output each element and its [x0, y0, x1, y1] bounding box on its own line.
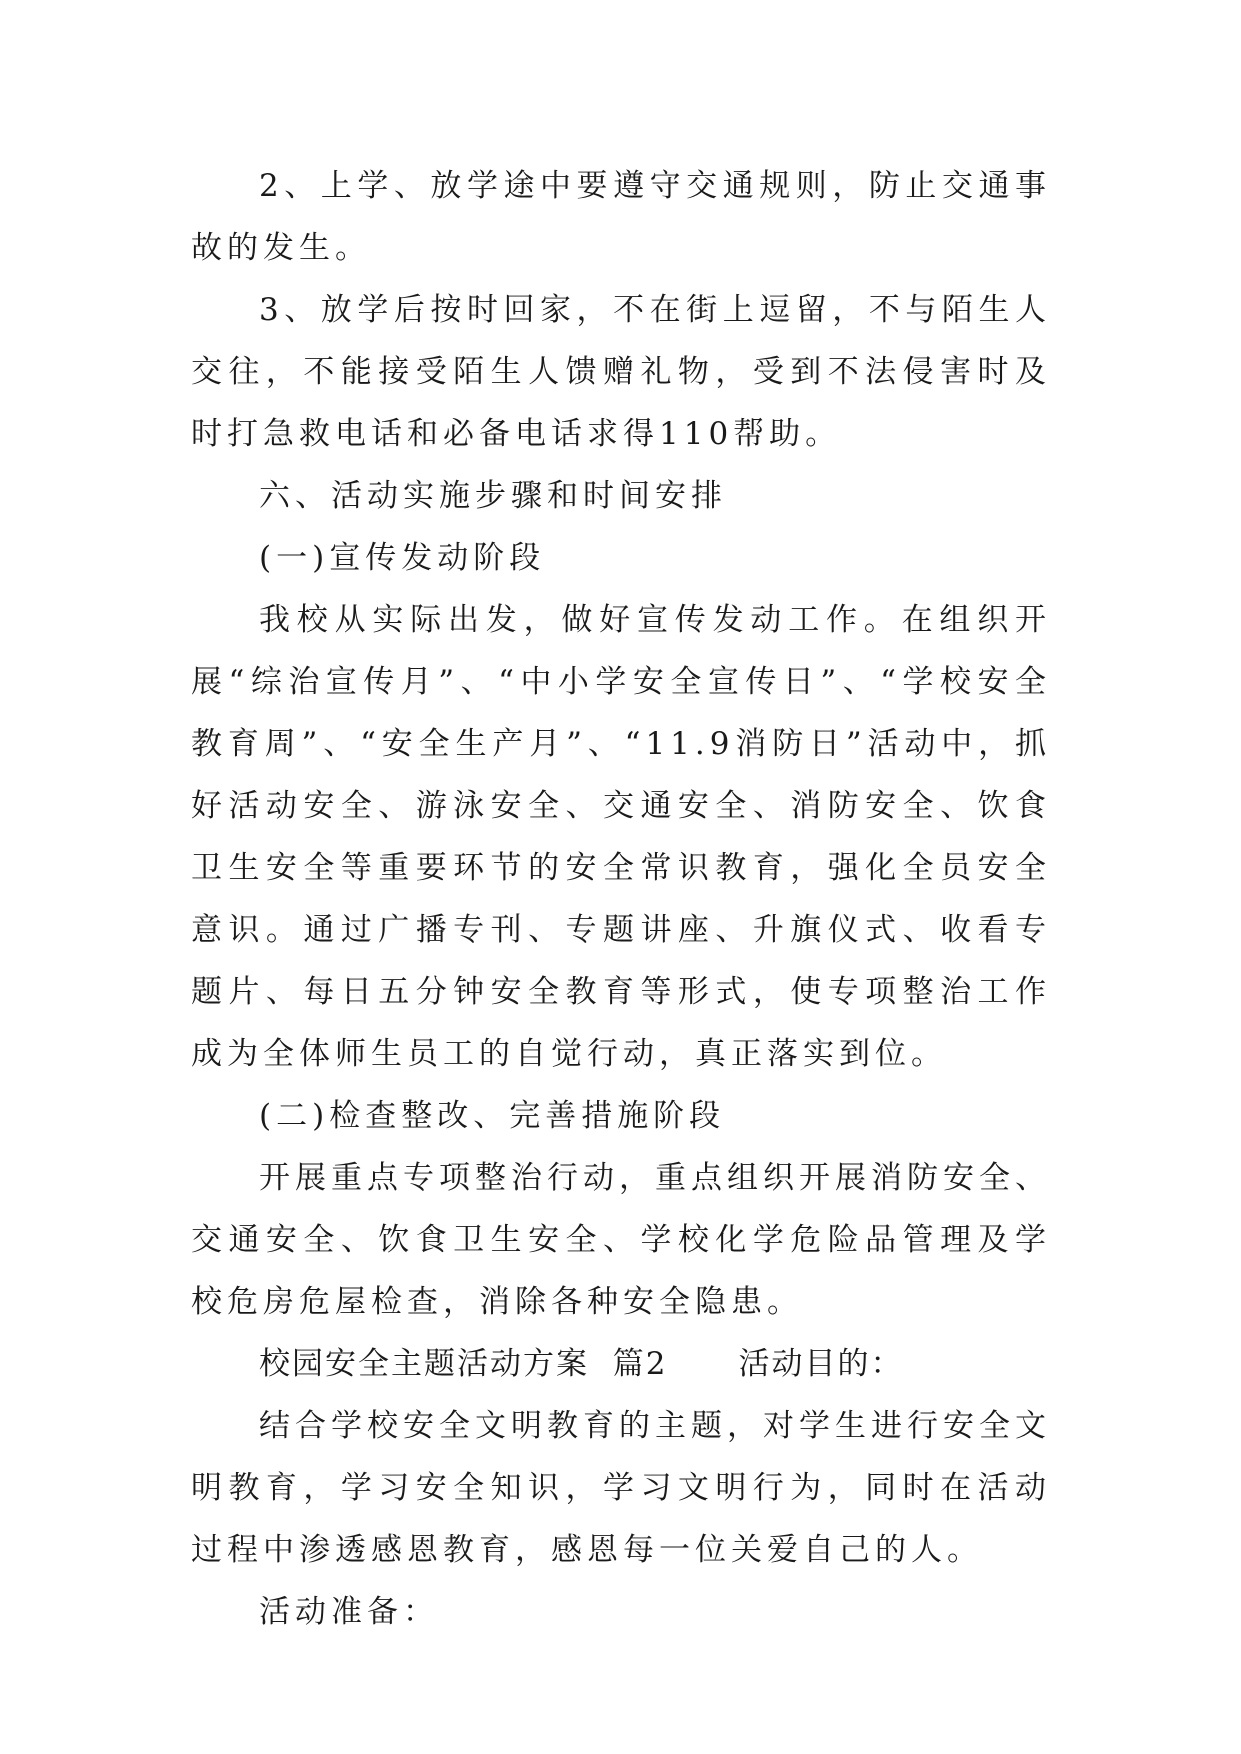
subheading-inspection-stage: (二)检查整改、完善措施阶段: [259, 1098, 726, 1134]
paragraph-traffic-rules: 2、上学、放学途中要遵守交通规则，防止交通事故的发生。: [191, 168, 1051, 266]
paragraph-go-home-on-time: 3、放学后按时回家，不在街上逗留，不与陌生人交往，不能接受陌生人馈赠礼物，受到不法侵害时及时打急救电话和必备电话求得110帮助。: [191, 292, 1051, 452]
heading-activity-preparation: 活动准备：: [259, 1594, 439, 1630]
paragraph-special-rectification: 开展重点专项整治行动，重点组织开展消防安全、交通安全、饮食卫生安全、学校化学危险品管理及学校危房危屋检查，消除各种安全隐患。: [191, 1160, 1051, 1320]
paragraph-activity-purpose: 结合学校安全文明教育的主题，对学生进行安全文明教育，学习安全知识，学习文明行为，同时在活动过程中渗透感恩教育，感恩每一位关爱自己的人。: [191, 1408, 1051, 1568]
paragraph-publicity-work: 我校从实际出发，做好宣传发动工作。在组织开展“综治宣传月”、“中小学安全宣传日”、“学校安全教育周”、“安全生产月”、“11.9消防日”活动中，抓好活动安全、游泳安全、交通安全、消防安全、饮食卫生安全等重要环节的安全常识教育，强化全员安全意识。通过广播专刊、专题讲座、升旗仪式、收看专题片、每日五分钟安全教育等形式，使专项整治工作成为全体师生员工的自觉行动，真正落实到位。: [191, 602, 1051, 1072]
heading-plan-part-2-purpose: 校园安全主题活动方案 篇2 活动目的：: [259, 1346, 904, 1382]
document-body: [191, 155, 1051, 1643]
section-heading-implementation-steps: 六、活动实施步骤和时间安排: [259, 478, 727, 514]
subheading-publicity-stage: (一)宣传发动阶段: [259, 540, 546, 576]
